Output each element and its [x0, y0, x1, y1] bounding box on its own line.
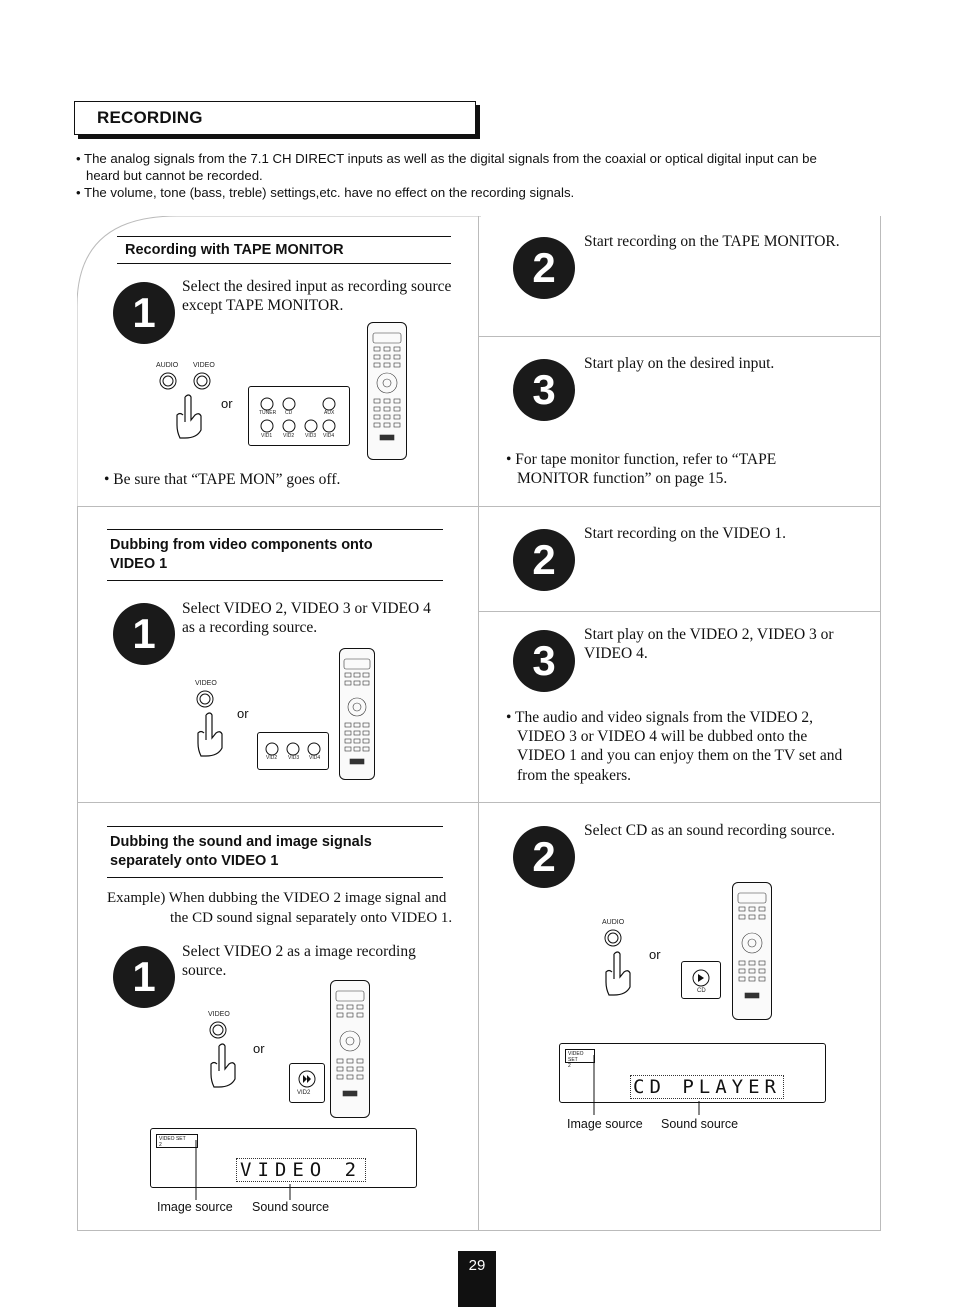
right-note-1: • For tape monitor function, refer to “TAPE: [506, 451, 777, 468]
video-step-2-badge: 2: [513, 529, 575, 591]
video-note-3: VIDEO 1 and you can enjoy them on the TV set and: [517, 747, 843, 764]
image-source-label-2: Image source: [567, 1117, 643, 1131]
video-dub-rule-top: [107, 529, 443, 530]
finger-press-icon: [155, 370, 215, 440]
video-step-1-text-1: Select VIDEO 2, VIDEO 3 or VIDEO 4: [182, 600, 431, 617]
video-note-4: from the speakers.: [517, 767, 632, 784]
step-2-text: Start recording on the TAPE MONITOR.: [584, 233, 840, 250]
sound-source-label-1: Sound source: [252, 1200, 330, 1214]
left-border: [77, 506, 78, 1230]
heading-rule-top: [117, 236, 451, 237]
remote-control-icon-2: [339, 648, 375, 780]
section-title-box: [74, 101, 476, 135]
image-source-label-1: Image source: [157, 1200, 233, 1214]
audio-label-2: AUDIO: [602, 919, 625, 926]
video-step-2-text: Start recording on the VIDEO 1.: [584, 525, 787, 542]
row-divider-2: [77, 802, 880, 803]
video-label-2: VIDEO: [195, 680, 217, 687]
sep-step-2-badge: 2: [513, 826, 575, 888]
video-step-3-text-1: Start play on the VIDEO 2, VIDEO 3 or: [584, 626, 834, 643]
finger-press-icon-2: [190, 688, 230, 758]
btn-vid1-label: VID1: [261, 433, 273, 439]
remote-video-buttons: [257, 732, 329, 770]
example-line-2: the CD sound signal separately onto VIDEO 1.: [170, 910, 453, 926]
display-tag-num-2: 2: [568, 1063, 571, 1069]
display-tag-text-1: VIDEO SET: [159, 1136, 186, 1142]
section-title: RECORDING: [97, 108, 203, 127]
example-line-1: Example) When dubbing the VIDEO 2 image signal and: [107, 890, 447, 906]
video-label-3: VIDEO: [208, 1011, 230, 1018]
heading-rule-bottom: [117, 263, 451, 264]
display-tag-num-1: 2: [159, 1142, 162, 1148]
video-note-2: VIDEO 3 or VIDEO 4 will be dubbed onto the: [517, 728, 808, 745]
remote-control-icon-4: [732, 882, 772, 1020]
btn-vid3-label-2: VID3: [288, 755, 300, 761]
video-step-1-text-2: as a recording source.: [182, 619, 318, 636]
audio-label: AUDIO: [156, 362, 179, 369]
video-step-3-text-2: VIDEO 4.: [584, 645, 648, 662]
btn-vid4-label-2: VID4: [309, 755, 321, 761]
callout-lines-2: [559, 1043, 824, 1118]
btn-cd-label: CD: [285, 410, 293, 416]
tape-monitor-heading: Recording with TAPE MONITOR: [125, 242, 344, 258]
or-label-4: or: [649, 947, 661, 962]
note-line-2: heard but cannot be recorded.: [86, 168, 263, 183]
bottom-divider: [77, 1230, 881, 1231]
sep-dub-heading-1: Dubbing the sound and image signals: [110, 834, 372, 850]
remote-control-icon-3: [330, 980, 370, 1118]
btn-vid2-label-3: VID2: [297, 1090, 311, 1096]
or-label-3: or: [253, 1041, 265, 1056]
remote-control-icon: [367, 322, 407, 460]
center-divider: [478, 216, 479, 1230]
btn-aux-label: AUX: [324, 410, 335, 416]
step-1-badge: 1: [113, 282, 175, 344]
sep-dub-heading-2: separately onto VIDEO 1: [110, 853, 279, 869]
note-line-3: • The volume, tone (bass, treble) settings,etc. have no effect on the recording signals.: [76, 185, 575, 200]
step-2-badge: 2: [513, 237, 575, 299]
finger-press-icon-3: [203, 1019, 243, 1089]
btn-vid4-label: VID4: [323, 433, 335, 439]
video-dub-heading-1: Dubbing from video components onto: [110, 537, 373, 553]
btn-cd-label-2: CD: [697, 988, 706, 994]
display-text-1: VIDEO 2: [236, 1158, 366, 1182]
btn-vid2-label-2: VID2: [266, 755, 278, 761]
sep-step-1-text-2: source.: [182, 962, 227, 979]
video-step-3-badge: 3: [513, 630, 575, 692]
or-label-2: or: [237, 706, 249, 721]
remote-input-buttons: [248, 386, 350, 446]
video-note-1: • The audio and video signals from the VIDEO 2,: [506, 709, 814, 726]
step-3-text: Start play on the desired input.: [584, 355, 775, 372]
right-divider-2: [478, 611, 880, 612]
finger-press-icon-4: [598, 927, 638, 997]
note-line-1: • The analog signals from the 7.1 CH DIRECT inputs as well as the digital signals from the coaxial or optical digital input can be: [76, 151, 817, 166]
video-label: VIDEO: [193, 362, 215, 369]
display-text-2: CD PLAYER: [630, 1075, 784, 1099]
callout-lines-1: [150, 1128, 415, 1203]
step-1-text-1: Select the desired input as recording source: [182, 278, 452, 295]
right-divider-1: [478, 336, 880, 337]
btn-vid3-label: VID3: [305, 433, 317, 439]
or-label: or: [221, 396, 233, 411]
btn-tuner-label: TUNER: [259, 410, 277, 416]
display-tag-text-2: VIDEO SET: [568, 1051, 584, 1063]
video-step-1-badge: 1: [113, 603, 175, 665]
remote-vid2-button: [289, 1063, 325, 1103]
btn-vid2-label: VID2: [283, 433, 295, 439]
sep-step-2-text: Select CD as an sound recording source.: [584, 822, 835, 839]
video-dub-heading-2: VIDEO 1: [110, 556, 168, 572]
sound-source-label-2: Sound source: [661, 1117, 739, 1131]
tape-mon-note: • Be sure that “TAPE MON” goes off.: [104, 471, 341, 488]
sep-dub-rule-top: [107, 826, 443, 827]
sep-step-1-badge: 1: [113, 946, 175, 1008]
right-note-2: MONITOR function” on page 15.: [517, 470, 728, 487]
page-number: 29: [458, 1251, 496, 1307]
sep-dub-rule-bottom: [107, 877, 443, 878]
video-dub-rule-bottom: [107, 580, 443, 581]
remote-cd-button: [681, 961, 721, 999]
step-1-text-2: except TAPE MONITOR.: [182, 297, 344, 314]
sep-step-1-text-1: Select VIDEO 2 as a image recording: [182, 943, 416, 960]
row-divider-1: [77, 506, 880, 507]
step-3-badge: 3: [513, 359, 575, 421]
